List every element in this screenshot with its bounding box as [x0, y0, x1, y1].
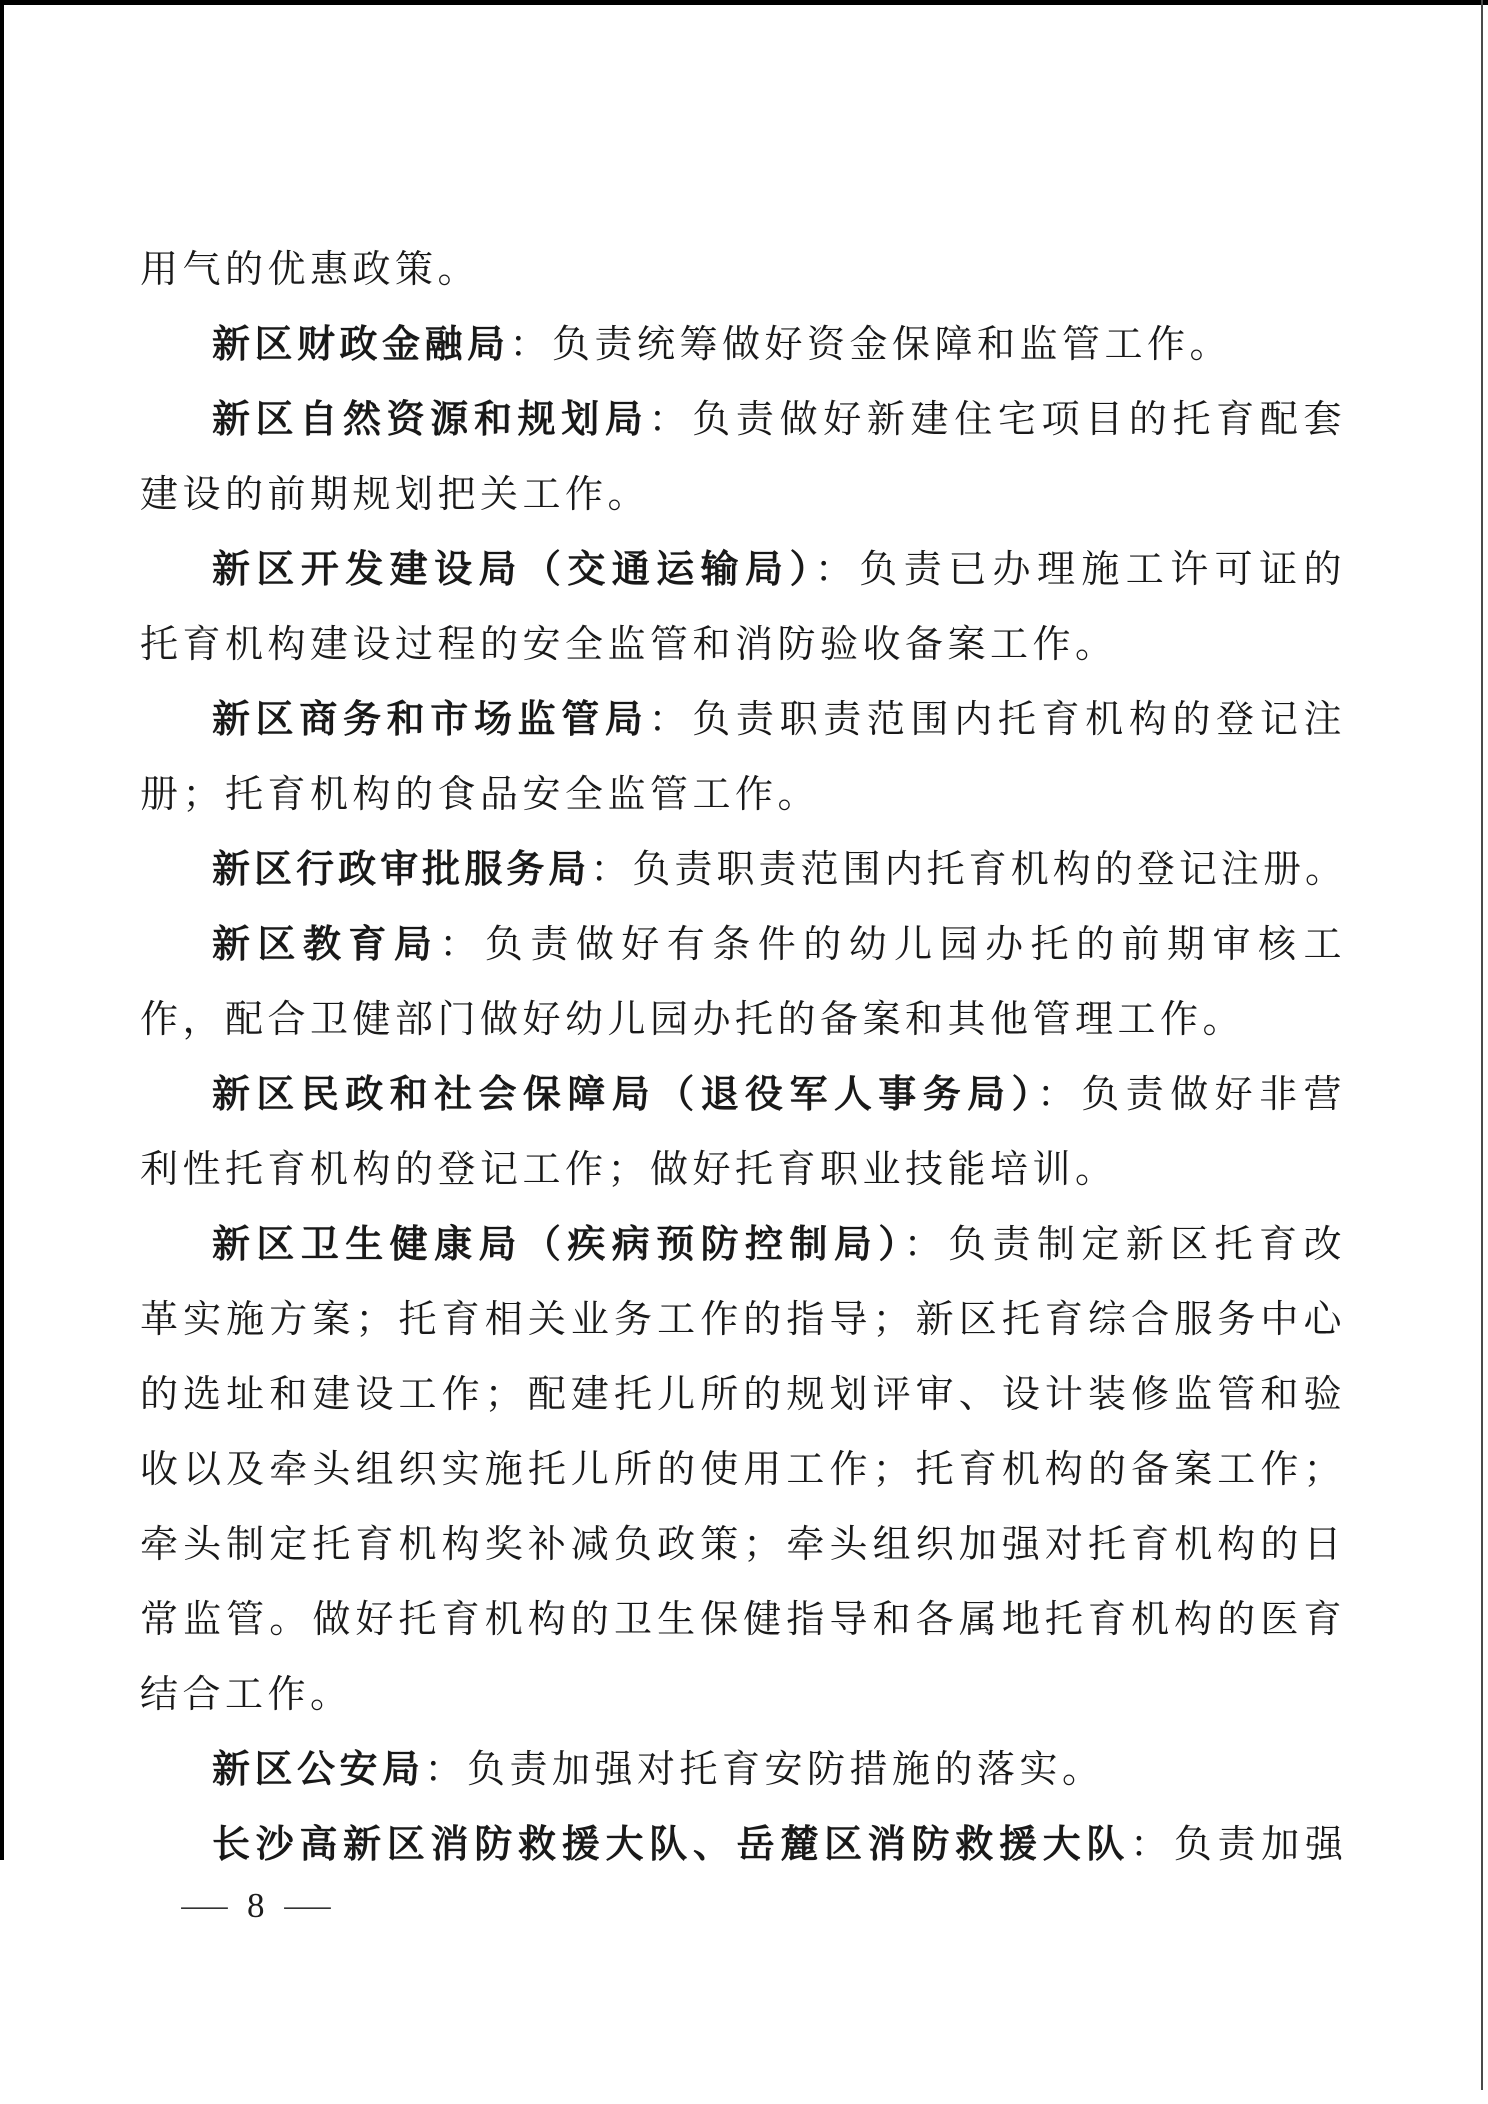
text-line: [140, 233, 1346, 308]
scan-border-top: [0, 0, 1488, 5]
department-name: 新区财政金融局: [212, 324, 510, 366]
body-text: 利性托育机构的登记工作；做好托育职业技能培训。: [140, 1149, 1118, 1191]
body-text: 用气的优惠政策。: [140, 249, 481, 291]
text-line: [140, 1283, 1346, 1358]
text-line: [140, 383, 1346, 458]
department-name: 新区商务和市场监管局: [212, 699, 649, 741]
text-line: [140, 908, 1346, 983]
body-text: 建设的前期规划把关工作。: [140, 474, 651, 516]
body-text: 册；托育机构的食品安全监管工作。: [140, 774, 821, 816]
body-text: ：负责加强对托育安防措施的落实。: [424, 1749, 1105, 1791]
body-text: ：负责统筹做好资金保障和监管工作。: [509, 324, 1233, 366]
department-name: 新区民政和社会保障局（退役军人事务局）: [212, 1074, 1037, 1116]
body-text: ：负责做好有条件的幼儿园办托的前期审核工: [439, 924, 1346, 966]
scan-border-right: [1481, 0, 1483, 2090]
body-text: ：负责职责范围内托育机构的登记注: [648, 699, 1346, 741]
scan-border-left: [0, 0, 4, 1860]
body-text: 托育机构建设过程的安全监管和消防验收备案工作。: [140, 624, 1118, 666]
body-text: 结合工作。: [140, 1674, 353, 1716]
body-text: 常监管。做好托育机构的卫生保健指导和各属地托育机构的医育: [140, 1599, 1346, 1641]
footer-right-dash: —: [283, 1887, 331, 1924]
page-footer: [181, 1886, 331, 1926]
text-line: [140, 1433, 1346, 1508]
page-number: 8: [247, 1886, 265, 1925]
text-line: [140, 1508, 1346, 1583]
text-line: [140, 758, 1346, 833]
department-name: 新区卫生健康局（疾病预防控制局）: [212, 1224, 904, 1266]
text-line: [140, 683, 1346, 758]
footer-left-dash: —: [181, 1887, 228, 1924]
document-body: [140, 233, 1346, 1883]
body-text: 收以及牵头组织实施托儿所的使用工作；托育机构的备案工作；: [140, 1449, 1346, 1491]
text-line: [140, 833, 1346, 908]
body-text: 牵头制定托育机构奖补减负政策；牵头组织加强对托育机构的日: [140, 1524, 1346, 1566]
body-text: 革实施方案；托育相关业务工作的指导；新区托育综合服务中心: [140, 1299, 1346, 1341]
body-text: ：负责制定新区托育改: [903, 1224, 1346, 1266]
text-line: [140, 1733, 1346, 1808]
department-name: 长沙高新区消防救援大队、岳麓区消防救援大队: [212, 1824, 1131, 1866]
department-name: 新区教育局: [212, 924, 440, 966]
body-text: ：负责职责范围内托育机构的登记注册。: [590, 849, 1346, 891]
department-name: 新区自然资源和规划局: [212, 399, 649, 441]
text-line: [140, 1058, 1346, 1133]
text-line: [140, 1208, 1346, 1283]
text-line: [140, 1658, 1346, 1733]
body-text: ：负责加强: [1130, 1824, 1346, 1866]
text-line: [140, 1583, 1346, 1658]
text-line: [140, 608, 1346, 683]
text-line: [140, 1133, 1346, 1208]
text-line: [140, 1808, 1346, 1883]
body-text: 的选址和建设工作；配建托儿所的规划评审、设计装修监管和验: [140, 1374, 1346, 1416]
body-text: 作，配合卫健部门做好幼儿园办托的备案和其他管理工作。: [140, 999, 1246, 1041]
body-text: ：负责做好非营: [1036, 1074, 1346, 1116]
text-line: [140, 458, 1346, 533]
body-text: ：负责已办理施工许可证的: [814, 549, 1346, 591]
department-name: 新区开发建设局（交通运输局）: [212, 549, 815, 591]
text-line: [140, 533, 1346, 608]
body-text: ：负责做好新建住宅项目的托育配套: [648, 399, 1346, 441]
department-name: 新区行政审批服务局: [212, 849, 591, 891]
text-line: [140, 983, 1346, 1058]
text-line: [140, 1358, 1346, 1433]
department-name: 新区公安局: [212, 1749, 425, 1791]
text-line: [140, 308, 1346, 383]
